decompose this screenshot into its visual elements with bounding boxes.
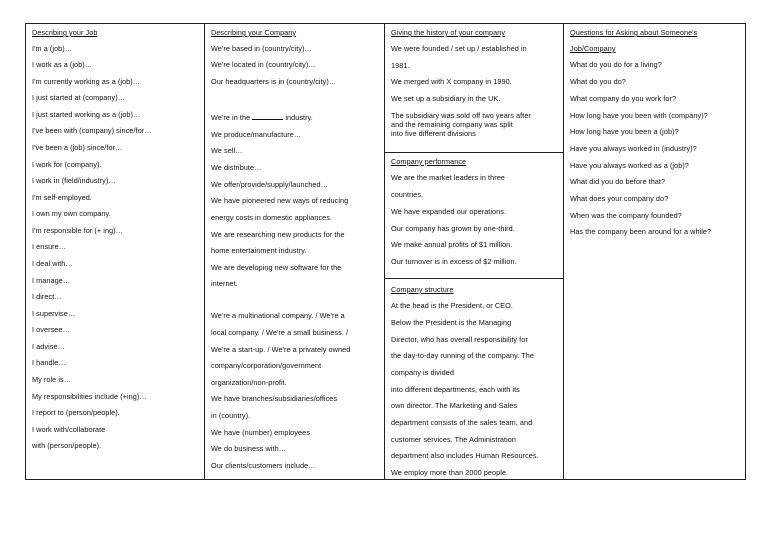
phrase-line: I direct… xyxy=(32,292,62,301)
phrase-line: We merged with X company in 1990. xyxy=(391,77,512,86)
column-describing-company xyxy=(205,24,385,479)
phrase-line: Our company has grown by one-third. xyxy=(391,224,515,233)
phrase-line: We have expanded our operations. xyxy=(391,207,507,216)
phrase-line: I'm currently working as a (job)… xyxy=(32,77,141,86)
phrase-line: We are researching new products for the xyxy=(211,230,345,239)
phrase-line: I'm responsible for (+ ing)… xyxy=(32,226,123,235)
phrase-line: We produce/manufacture… xyxy=(211,130,302,139)
column-heading-continued: Job/Company xyxy=(570,44,616,53)
phrase-line: organization/non-profit. xyxy=(211,378,287,387)
phrase-line: We're based in (country/city)… xyxy=(211,44,312,53)
phrase-line: home entertainment industry. xyxy=(211,246,307,255)
phrase-line: into five different divisions xyxy=(391,129,476,138)
phrase-line: My role is… xyxy=(32,375,72,384)
phrase-line-industry xyxy=(211,113,380,122)
question-line: Has the company been around for a while? xyxy=(570,227,712,236)
phrase-line: customer services. The Administration xyxy=(391,435,516,444)
industry-prefix: We're in the xyxy=(211,113,251,122)
phrase-line: I'm self-employed. xyxy=(32,193,92,202)
phrase-line: Our clients/customers include… xyxy=(211,461,316,470)
phrase-line: We make annual profits of $1 million. xyxy=(391,240,513,249)
phrase-line: Director, who has overall responsibility for xyxy=(391,335,528,344)
fill-in-blank xyxy=(252,113,283,120)
phrase-line: company/corporation/government xyxy=(211,361,322,370)
question-line: What does your company do? xyxy=(570,194,669,203)
phrase-line: I work as a (job)… xyxy=(32,60,93,69)
question-line: How long have you been a (job)? xyxy=(570,127,679,136)
column-history-performance-structure xyxy=(385,24,564,479)
phrase-line: We have (number) employees. xyxy=(211,428,312,437)
question-line: When was the company founded? xyxy=(570,211,682,220)
phrase-line: I handle… xyxy=(32,358,66,367)
phrase-line: company is divided xyxy=(391,368,454,377)
column-heading: Describing your Company xyxy=(211,28,297,37)
phrase-line: I manage… xyxy=(32,276,71,285)
phrase-line: Our turnover is in excess of $2 million. xyxy=(391,257,517,266)
phrase-line: I own my own company. xyxy=(32,209,111,218)
phrase-line: We are the market leaders in three xyxy=(391,173,505,182)
phrase-line: We employ more than 2000 people. xyxy=(391,468,509,477)
phrase-line: department also includes Human Resources. xyxy=(391,451,539,460)
phrase-line: I supervise… xyxy=(32,309,76,318)
phrase-line: I just started working as a (job)… xyxy=(32,110,141,119)
industry-suffix: industry. xyxy=(285,113,313,122)
phrase-line: We are developing new software for the xyxy=(211,263,342,272)
phrase-line: and the remaining company was split xyxy=(391,120,513,129)
question-line: Have you always worked as a (job)? xyxy=(570,161,689,170)
phrase-line: The subsidiary was sold off two years after xyxy=(391,111,531,120)
phrase-line: department consists of the sales team, and xyxy=(391,418,533,427)
question-line: Have you always worked in (industry)? xyxy=(570,144,697,153)
phrase-line: We distribute… xyxy=(211,163,262,172)
section-heading-performance: Company performance xyxy=(391,157,467,166)
phrase-line: We set up a subsidiary in the UK. xyxy=(391,94,501,103)
column-describing-job xyxy=(26,24,205,479)
phrase-line: energy costs in domestic appliances. xyxy=(211,213,333,222)
phrase-line: We offer/provide/supply/launched… xyxy=(211,180,328,189)
question-line: What company do you work for? xyxy=(570,94,677,103)
section-divider xyxy=(385,278,563,279)
phrase-line: with (person/people). xyxy=(32,441,102,450)
phrase-line: the day-to-day running of the company. The xyxy=(391,351,534,360)
phrase-line: own director. The Marketing and Sales xyxy=(391,401,518,410)
phrase-line: I've been with (company) since/for… xyxy=(32,126,152,135)
phrase-line: We have branches/subsidiaries/offices xyxy=(211,394,338,403)
phrase-line: I oversee… xyxy=(32,325,70,334)
phrase-line: I work with/collaborate xyxy=(32,425,106,434)
phrase-line: I'm a (job)… xyxy=(32,44,73,53)
phrase-line: At the head is the President, or CEO. xyxy=(391,301,513,310)
question-line: What did you do before that? xyxy=(570,177,666,186)
phrase-line: countries. xyxy=(391,190,424,199)
phrase-line: Our headquarters is in (country/city)… xyxy=(211,77,337,86)
phrase-line: Below the President is the Managing xyxy=(391,318,512,327)
phrase-line: I ensure… xyxy=(32,242,67,251)
question-line: What do you do for a living? xyxy=(570,60,662,69)
phrase-line: I just started at (company)… xyxy=(32,93,126,102)
section-heading-structure: Company structure xyxy=(391,285,454,294)
phrase-line: I've been a (job) since/for… xyxy=(32,143,123,152)
phrase-line: I deal with… xyxy=(32,259,73,268)
phrase-line: We're located in (country/city)… xyxy=(211,60,316,69)
section-divider xyxy=(385,152,563,153)
phrase-line: I work for (company). xyxy=(32,160,102,169)
question-line: How long have you been with (company)? xyxy=(570,111,708,120)
phrase-line: I advise… xyxy=(32,342,65,351)
phrase-line: We sell… xyxy=(211,146,243,155)
phrase-line: We're a multinational company. / We're a xyxy=(211,311,345,320)
phrase-line: in (country). xyxy=(211,411,251,420)
phrase-line: internet. xyxy=(211,279,238,288)
section-heading-history: Giving the history of your company xyxy=(391,28,506,37)
phrase-line: 1981. xyxy=(391,61,410,70)
column-questions xyxy=(564,24,747,479)
phrase-line: We do business with… xyxy=(211,444,287,453)
phrase-line: into different departments, each with its xyxy=(391,385,520,394)
column-heading: Describing your Job xyxy=(32,28,98,37)
question-line: What do you do? xyxy=(570,77,626,86)
phrase-line: local company. / We're a small business. / xyxy=(211,328,349,337)
phrase-line: We're a start-up. / We're a privately owned xyxy=(211,345,351,354)
column-heading: Questions for Asking about Someone's xyxy=(570,28,698,37)
phrase-line: I work in (field/industry)… xyxy=(32,176,116,185)
phrase-line: My responsibilities include (+ing)… xyxy=(32,392,147,401)
phrase-line: We were founded / set up / established in xyxy=(391,44,527,53)
phrase-table xyxy=(25,23,746,480)
phrase-line: I report to (person/people). xyxy=(32,408,120,417)
phrase-line: We have pioneered new ways of reducing xyxy=(211,196,349,205)
